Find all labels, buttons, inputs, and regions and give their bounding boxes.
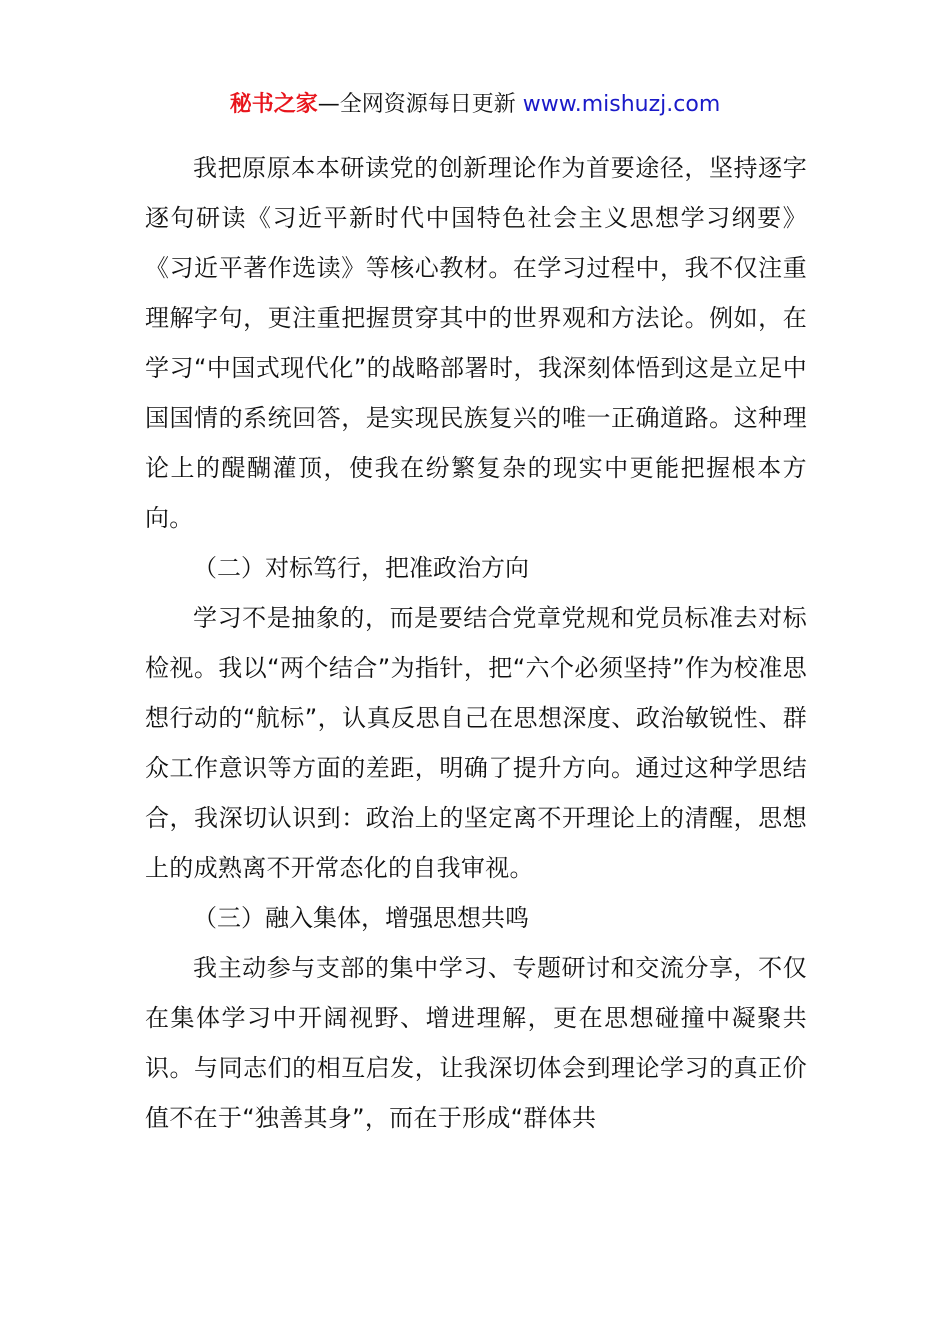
site-header [0, 88, 950, 122]
paragraph-benchmark: 学习不是抽象的，而是要结合党章党规和党员标准去对标检视。我以“两个结合”为指针，把“六个必须坚持”作为校准思想行动的“航标”，认真反思自己在思想深度、政治敏锐性、群众工作意识等方面的差距，明确了提升方向。通过这种学思结合，我深切认识到：政治上的坚定离不开理论上的清醒，思想上的成熟离不开常态化的自我审视。 [145, 604, 807, 882]
section-heading-3: （三）融入集体，增强思想共鸣 [193, 904, 529, 932]
site-brand: 秘书之家 [229, 92, 318, 117]
site-url-link[interactable]: www.mishuzj.com [522, 92, 721, 117]
paragraph-collective: 我主动参与支部的集中学习、专题研讨和交流分享，不仅在集体学习中开阔视野、增进理解，更在思想碰撞中凝聚共识。与同志们的相互启发，让我深切体会到理论学习的真正价值不在于“独善其身”，而在于形成“群体共 [145, 954, 807, 1132]
document-body [145, 143, 807, 1143]
site-tagline: —全网资源每日更新 [317, 92, 523, 117]
paragraph-study-theory: 我把原原本本研读党的创新理论作为首要途径，坚持逐字逐句研读《习近平新时代中国特色社会主义思想学习纲要》《习近平著作选读》等核心教材。在学习过程中，我不仅注重理解字句，更注重把握贯穿其中的世界观和方法论。例如，在学习“中国式现代化”的战略部署时，我深刻体悟到这是立足中国国情的系统回答，是实现民族复兴的唯一正确道路。这种理论上的醍醐灌顶，使我在纷繁复杂的现实中更能把握根本方向。 [145, 154, 807, 532]
section-heading-2: （二）对标笃行，把准政治方向 [193, 554, 529, 582]
